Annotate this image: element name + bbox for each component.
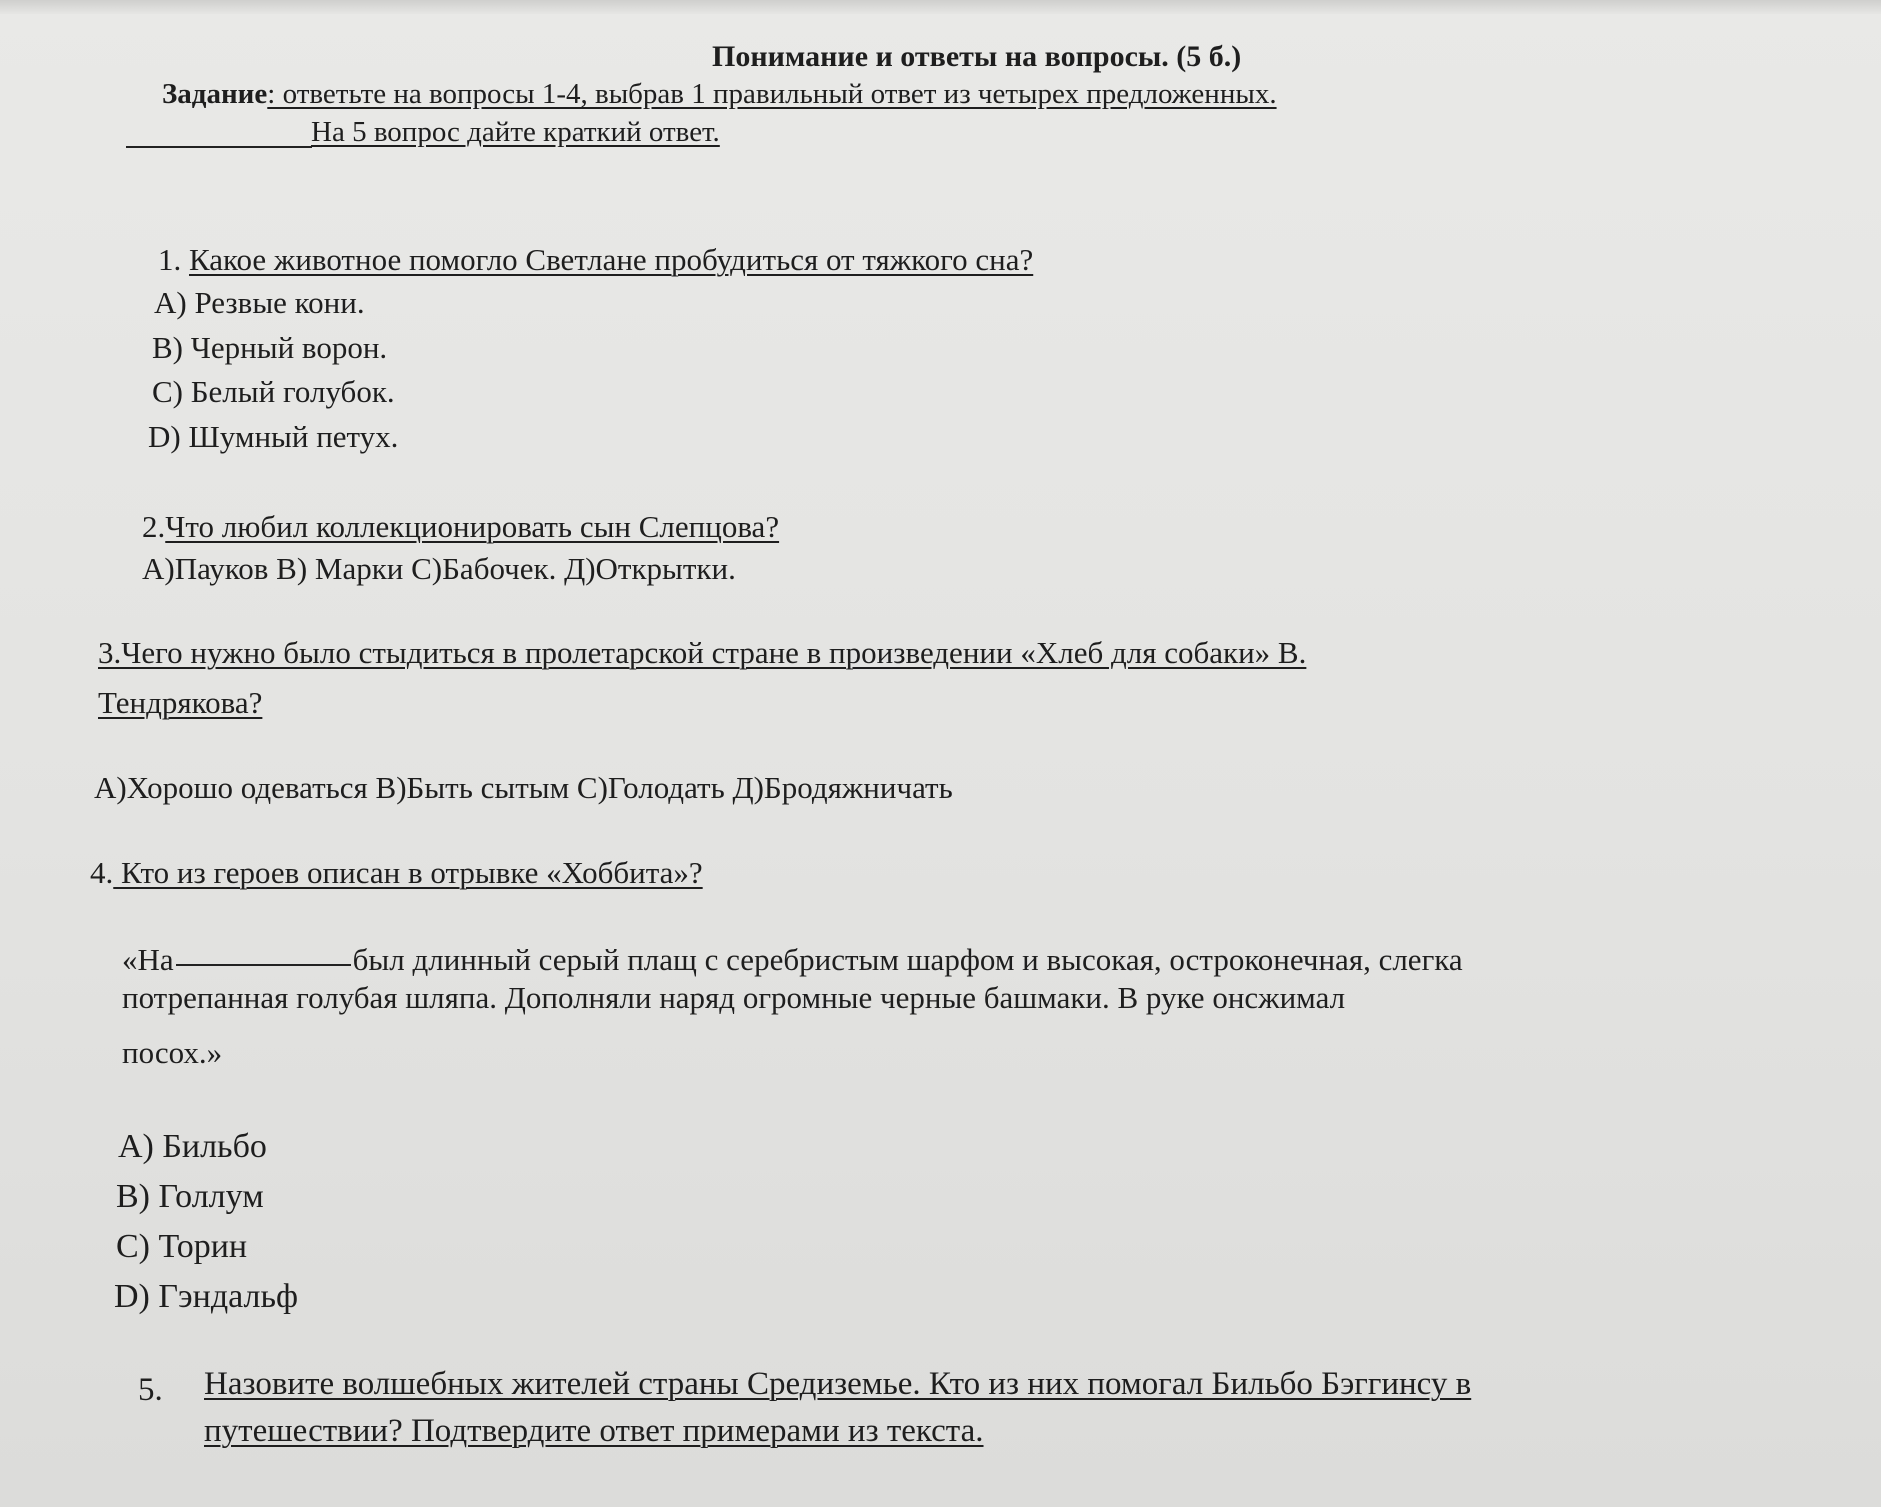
question-1 xyxy=(158,242,1033,278)
question-1-number: 1. xyxy=(158,242,182,277)
question-2-text: Что любил коллекционировать сын Слепцова? xyxy=(165,509,780,544)
q2-options: А)Пауков В) Марки С)Бабочек. Д)Открытки. xyxy=(142,551,736,586)
quote-line-1 xyxy=(122,942,1463,978)
q1-option-b: В) Черный ворон. xyxy=(152,330,388,365)
quote-line-3: посох.» xyxy=(122,1035,223,1070)
question-5-line-1: Назовите волшебных жителей страны Средиземье. Кто из них помогал Бильбо Бэггинсу в xyxy=(204,1366,1472,1402)
question-5-number: 5. xyxy=(138,1372,163,1408)
q4-option-c: С) Торин xyxy=(116,1228,248,1265)
q4-option-a: А) Бильбо xyxy=(118,1128,267,1165)
section-title: Понимание и ответы на вопросы. (5 б.) xyxy=(712,40,1242,73)
q1-option-c: С) Белый голубок. xyxy=(152,374,395,409)
question-4-text: Кто из героев описан в отрывке «Хоббита»? xyxy=(113,855,703,890)
task-instructions xyxy=(162,78,1277,111)
question-3-line-1: 3.Чего нужно было стыдиться в пролетарской стране в произведении «Хлеб для собаки» В. xyxy=(98,635,1307,670)
q1-option-a: А) Резвые кони. xyxy=(154,285,365,320)
fill-in-blank xyxy=(176,963,351,966)
question-3-line-2: Тендрякова? xyxy=(98,685,263,720)
q4-option-b: В) Голлум xyxy=(116,1178,264,1215)
question-4 xyxy=(90,855,703,891)
question-4-number: 4. xyxy=(90,855,114,890)
task-leading-rule xyxy=(126,146,312,148)
q3-options: А)Хорошо одеваться В)Быть сытым С)Голодать Д)Бродяжничать xyxy=(94,770,953,805)
question-5-line-2: путешествии? Подтвердите ответ примерами из текста. xyxy=(204,1413,984,1449)
q4-option-d: D) Гэндальф xyxy=(114,1278,299,1315)
cut-off-top-line xyxy=(0,0,1881,14)
quote-line-2: потрепанная голубая шляпа. Дополняли наряд огромные черные башмаки. В руке онсжимал xyxy=(122,980,1346,1015)
quote-start: «На xyxy=(122,942,174,977)
question-2-number: 2. xyxy=(142,509,166,544)
question-1-text: Какое животное помогло Светлане пробудиться от тяжкого сна? xyxy=(189,242,1034,277)
task-text: : ответьте на вопросы 1-4, выбрав 1 правильный ответ из четырех предложенных. xyxy=(267,78,1277,110)
q1-option-d: D) Шумный петух. xyxy=(148,419,399,454)
quote-rest: был длинный серый плащ с серебристым шарфом и высокая, остроконечная, слегка xyxy=(352,942,1463,977)
task-label: Задание xyxy=(162,78,268,110)
question-2 xyxy=(142,509,779,545)
task-line-2: На 5 вопрос дайте краткий ответ. xyxy=(311,116,720,148)
